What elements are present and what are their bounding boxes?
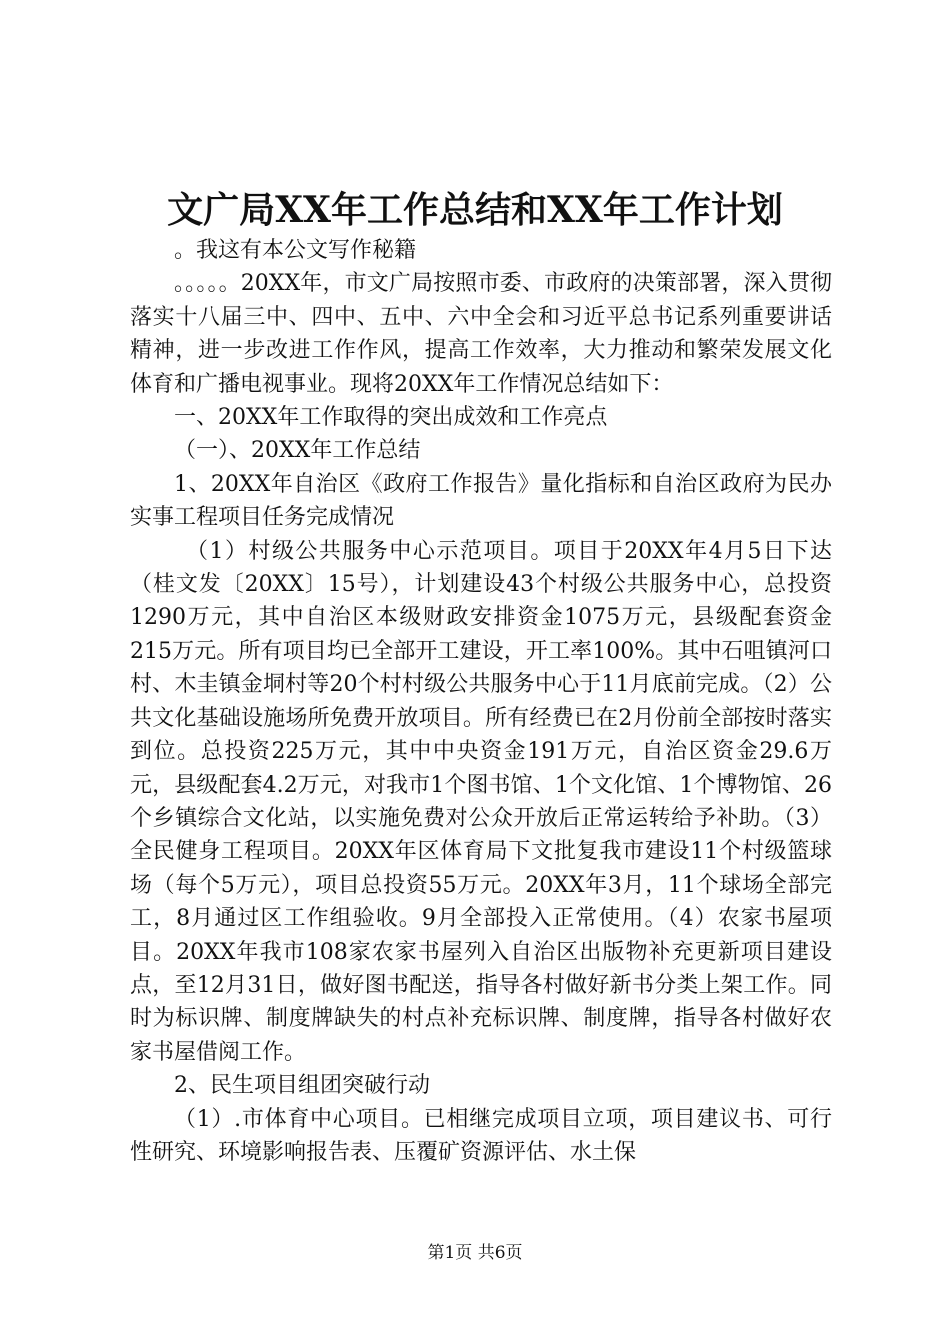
- subsection-heading-1: （一）、20XX年工作总结: [174, 438, 421, 464]
- paragraph-sports-center: （1）.市体育中心项目。已相继完成项目立项，项目建议书、可行性研究、环境影响报告表、压覆矿资源评估、水土保: [130, 1106, 832, 1165]
- document-body: [130, 234, 832, 1169]
- paragraph-overview: 。。。。。20XX年，市文广局按照市委、市政府的决策部署，深入贯彻落实十八届三中、四中、五中、六中全会和习近平总书记系列重要讲话精神，进一步改进工作作风，提高工作效率，大力推动和繁荣发展文化体育和广播电视事业。现将20XX年工作情况总结如下：: [130, 271, 832, 397]
- section-heading-1: 一、20XX年工作取得的突出成效和工作亮点: [174, 405, 608, 431]
- item-heading-1: 1、20XX年自治区《政府工作报告》量化指标和自治区政府为民办实事工程项目任务完成情况: [130, 471, 832, 531]
- page-number-footer: 第1页 共6页: [427, 1243, 523, 1263]
- paragraph-projects: （1）村级公共服务中心示范项目。项目于20XX年4月5日下达（桂文发〔20XX〕15号），计划建设43个村级公共服务中心，总投资1290万元，其中自治区本级财政安排资金1075万元，县级配套资金215万元。所有项目均已全部开工建设，开工率100%。其中石咀镇河口村、木圭镇金垌村等20个村村级公共服务中心于11月底前完成。（2）公共文化基础设施场所免费开放项目。所有经费已在2月份前全部按时落实到位。总投资225万元，其中中央资金191万元，自治区资金29.6万元，县级配套4.2万元，对我市1个图书馆、1个文化馆、1个博物馆、26个乡镇综合文化站，以实施免费对公众开放后正常运转给予补助。（3）全民健身工程项目。20XX年区体育局下文批复我市建设11个村级篮球场（每个5万元），项目总投资55万元。20XX年3月，11个球场全部完工，8月通过区工作组验收。9月全部投入正常使用。（4）农家书屋项目。20XX年我市108家农家书屋列入自治区出版物补充更新项目建设点，至12月31日，做好图书配送，指导各村做好新书分类上架工作。同时为标识牌、制度牌缺失的村点补充标识牌、制度牌，指导各村做好农家书屋借阅工作。: [130, 538, 832, 1065]
- item-heading-2: 2、民生项目组团突破行动: [174, 1073, 430, 1099]
- paragraph-intro-note: 。我这有本公文写作秘籍: [174, 238, 417, 263]
- document-title: 文广局XX年工作总结和XX年工作计划: [167, 189, 783, 231]
